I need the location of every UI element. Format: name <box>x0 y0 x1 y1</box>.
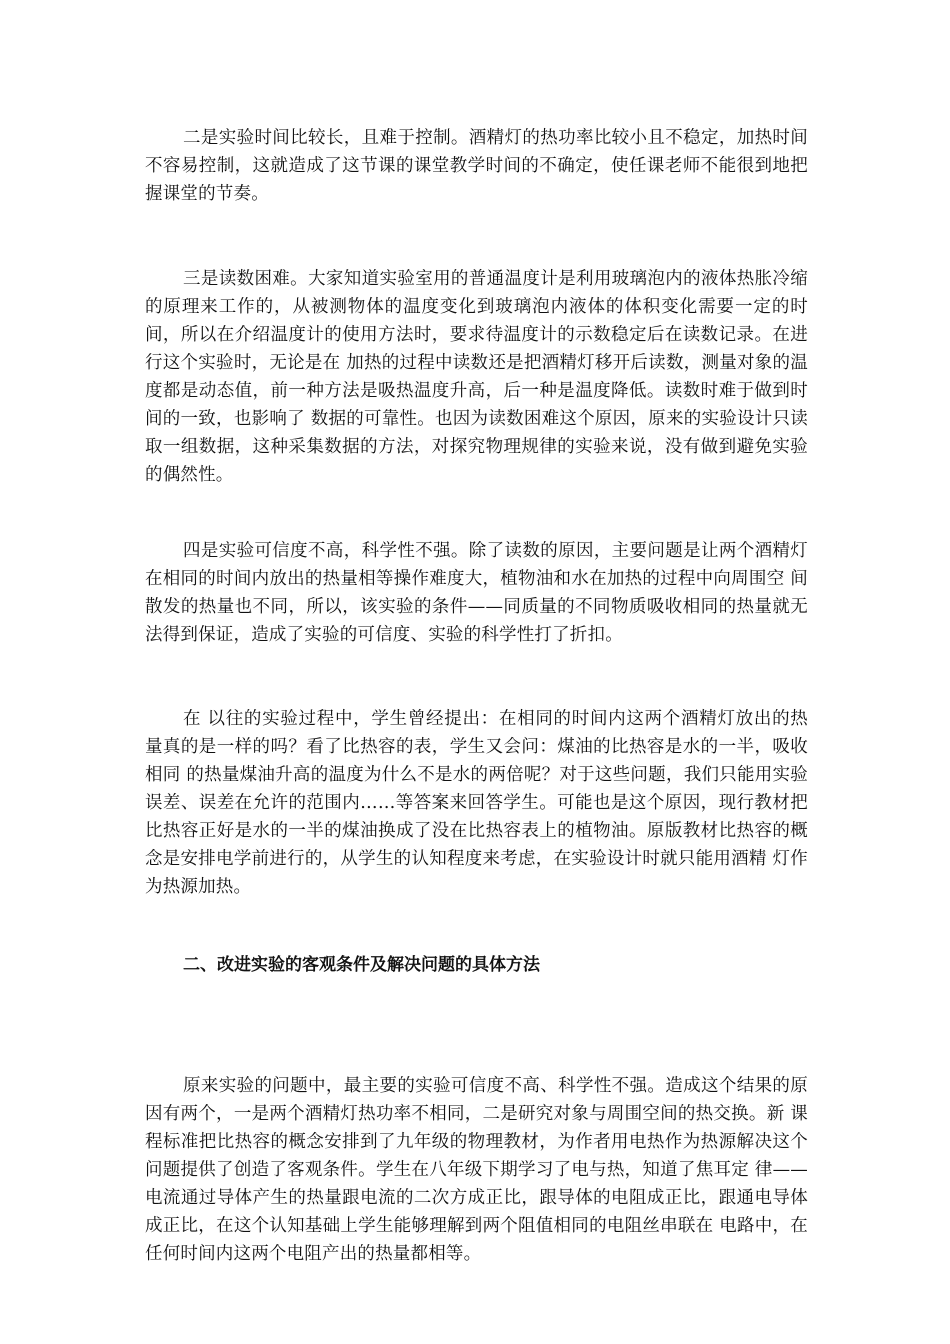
paragraph-reading-difficulty: 三是读数困难。大家知道实验室用的普通温度计是利用玻璃泡内的液体热胀冷缩的原理来工作的，从被测物体的温度变化到玻璃泡内液体的体积变化需要一定的时间，所以在介绍温度计的使用方法时，要求待温度计的示数稳定后在读数记录。在进行这个实验时，无论是在 加热的过程中读数还是把酒精灯移开后读数，测量对象的温度都是动态值，前一种方法是吸热温度升高，后一种是温度降低。读数时难于做到时间的一致，也影响了 数据的可靠性。也因为读数困难这个原因，原来的实验设计只读取一组数据，这种采集数据的方法，对探究物理规律的实验来说，没有做到避免实验的偶然性。 <box>145 269 808 485</box>
paragraph-low-credibility: 四是实验可信度不高，科学性不强。除了读数的原因，主要问题是让两个酒精灯在相同的时间内放出的热量相等操作难度大，植物油和水在加热的过程中向周围空 间散发的热量也不同，所以，该实验的条件——同质量的不同物质吸收相同的热量就无法得到保证，造成了实验的可信度、实验的科学性打了折扣。 <box>145 541 808 645</box>
paragraph-solution-conditions: 原来实验的问题中，最主要的实验可信度不高、科学性不强。造成这个结果的原因有两个，一是两个酒精灯热功率不相同，二是研究对象与周围空间的热交换。新 课程标准把比热容的概念安排到了九年级的物理教材，为作者用电热作为热源解决这个问题提供了创造了客观条件。学生在八年级下期学习了电与热，知道了焦耳定 律——电流通过导体产生的热量跟电流的二次方成正比，跟导体的电阻成正比，跟通电导体成正比，在这个认知基础上学生能够理解到两个阻值相同的电阻丝串联在 电路中，在任何时间内这两个电阻产出的热量都相等。 <box>145 1076 808 1264</box>
paragraph-experiment-time: 二是实验时间比较长，且难于控制。酒精灯的热功率比较小且不稳定，加热时间不容易控制，这就造成了这节课的课堂教学时间的不确定，使任课老师不能很到地把握课堂的节奏。 <box>145 128 808 204</box>
paragraph-student-questions: 在 以往的实验过程中，学生曾经提出：在相同的时间内这两个酒精灯放出的热量真的是一样的吗？看了比热容的表，学生又会问：煤油的比热容是水的一半，吸收相同 的热量煤油升高的温度为什么不是水的两倍呢？对于这些问题，我们只能用实验误差、误差在允许的范围内……等答案来回答学生。可能也是这个原因，现行教材把 比热容正好是水的一半的煤油换成了没在比热容表上的植物油。原版教材比热容的概念是安排电学前进行的，从学生的认知程度来考虑，在实验设计时就只能用酒精 灯作为热源加热。 <box>145 709 808 897</box>
section-heading: 二、改进实验的客观条件及解决问题的具体方法 <box>183 955 540 975</box>
